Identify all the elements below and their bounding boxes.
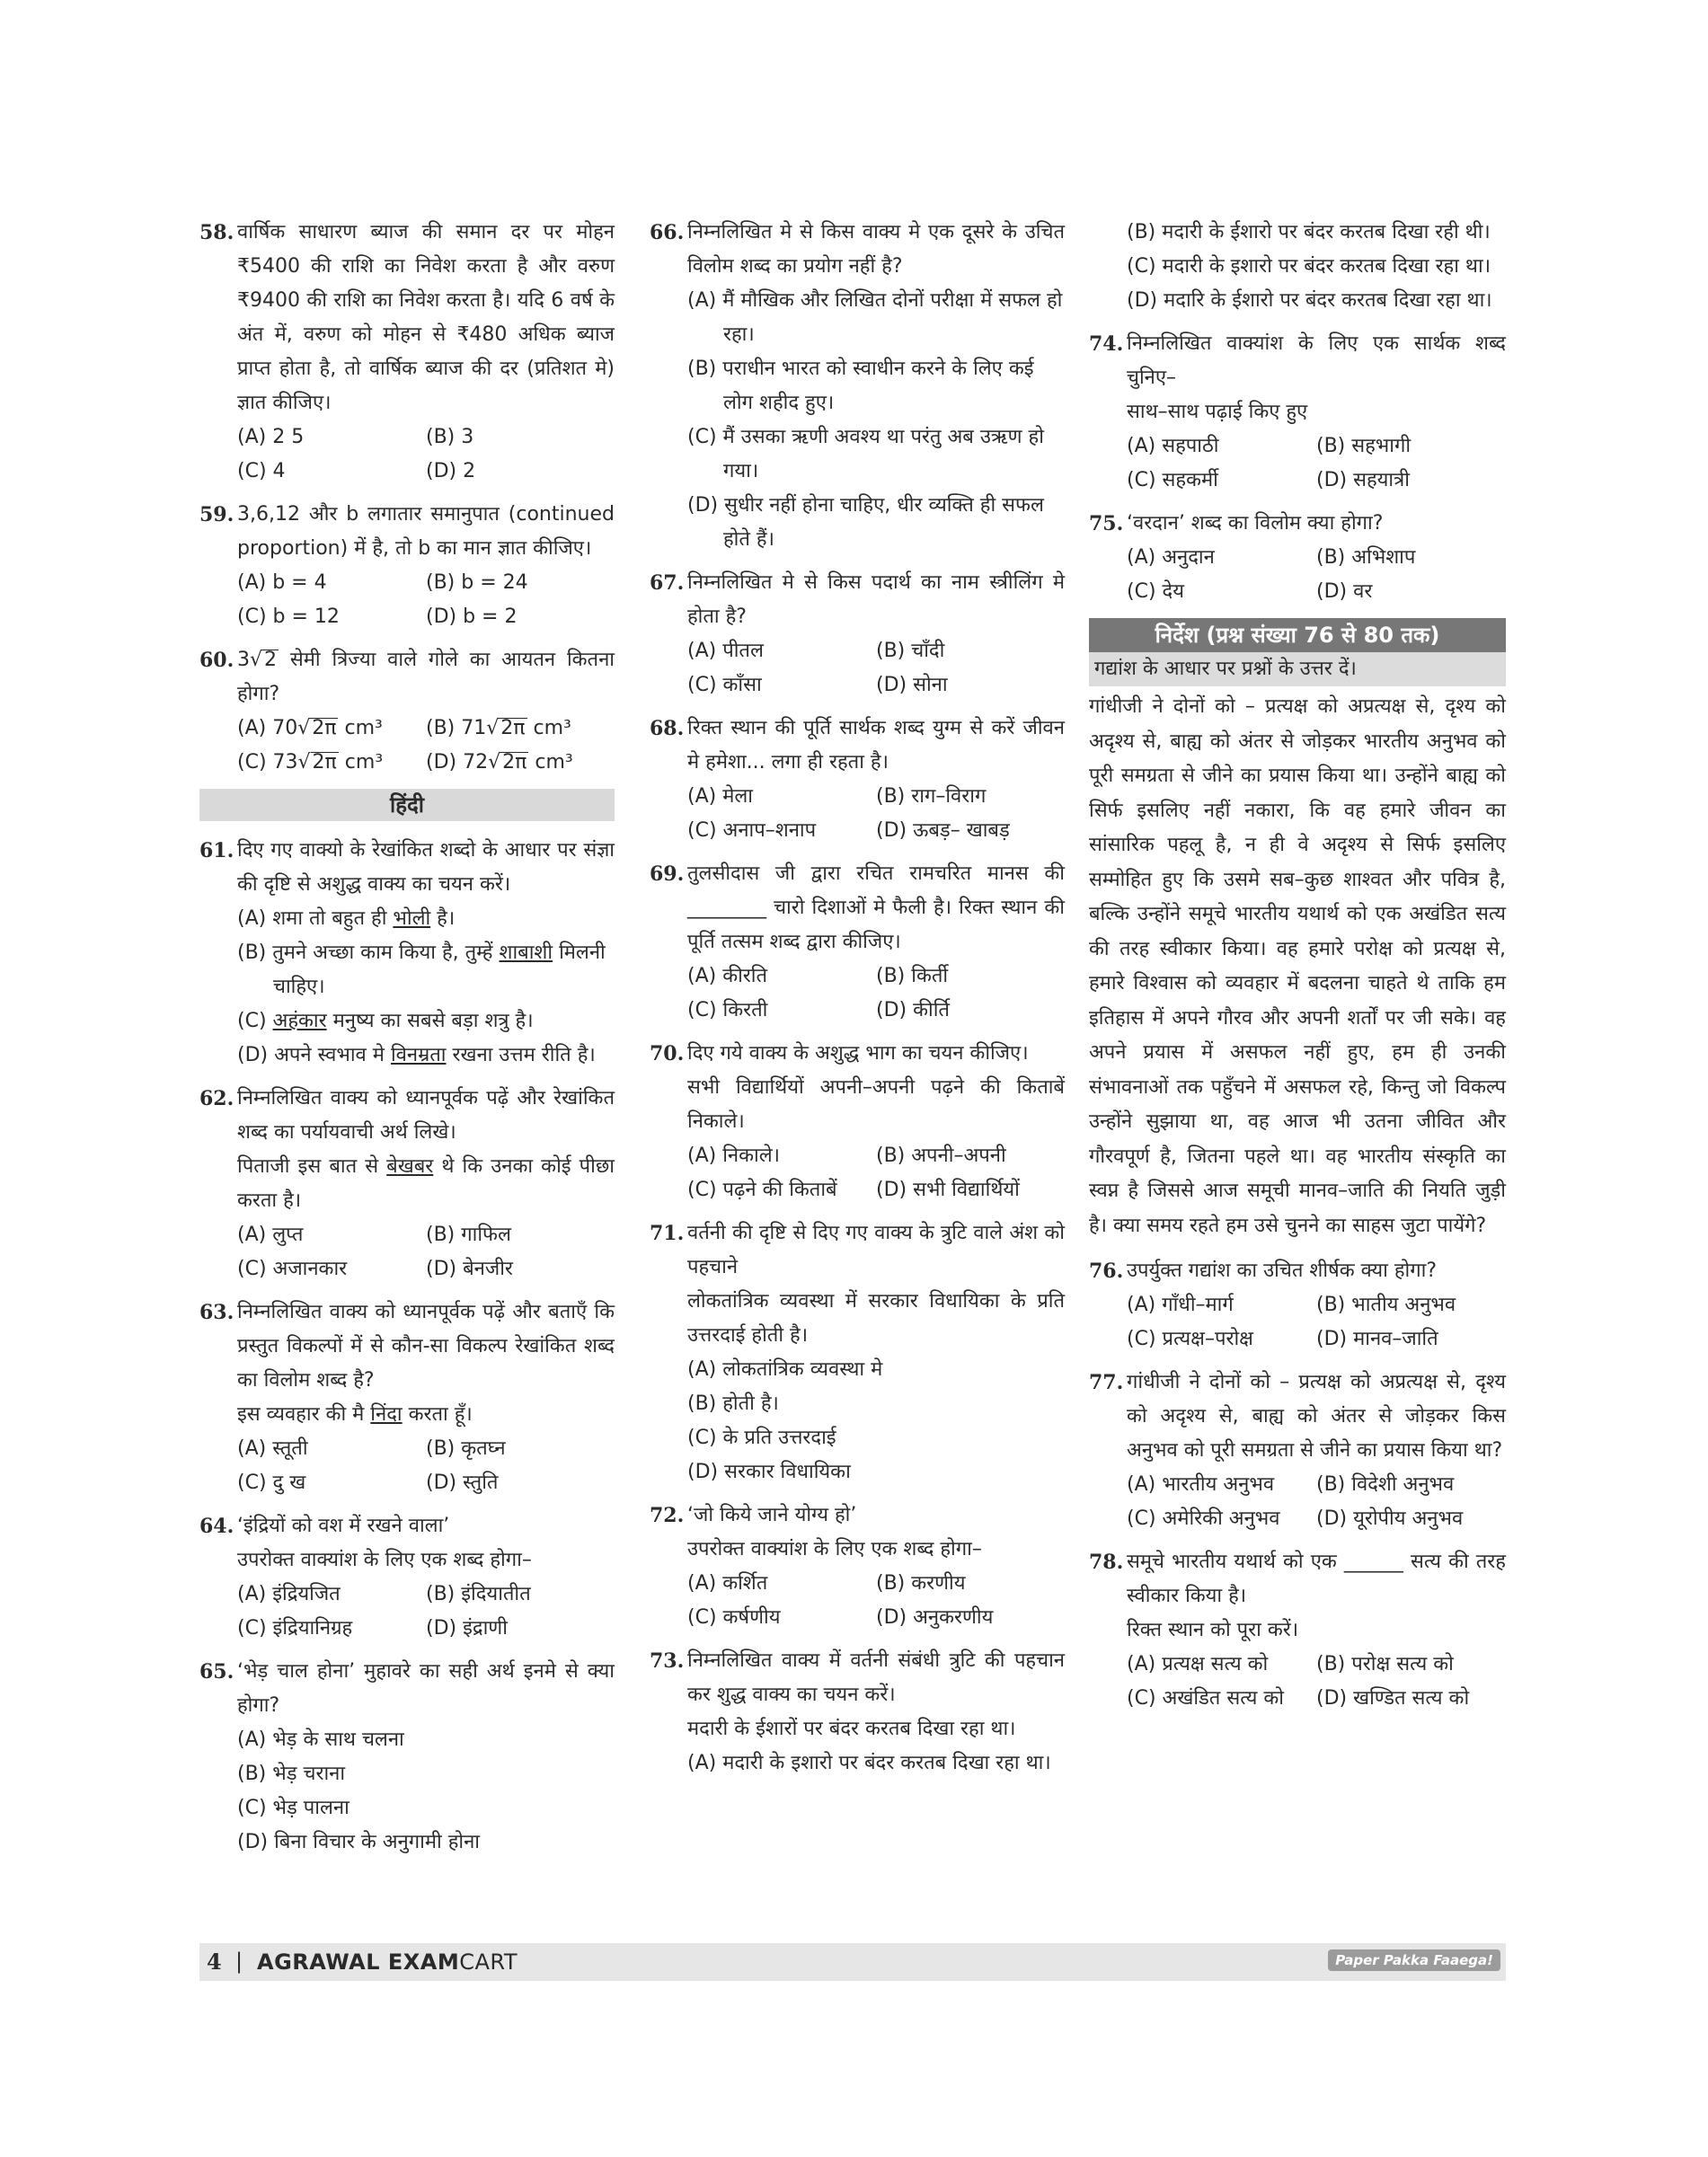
option-c: (C) अमेरिकी अनुभव <box>1127 1507 1280 1530</box>
option-d: (D) मदारि के ईशारो पर बंदर करतब दिखा रहा था। <box>1127 289 1492 312</box>
option-d: (D) अपने स्वभाव मे विनम्रता रखना उत्तम रीति है। <box>237 1044 596 1066</box>
option-d: (D) 72√2π cm³ <box>426 751 573 774</box>
option-a: (A) मदारी के इशारो पर बंदर करतब दिखा रहा था। <box>687 1752 1051 1774</box>
page-footer <box>199 1943 1506 1981</box>
option-c: (C) 73√2π cm³ <box>237 751 384 774</box>
option-d: (D) 2 <box>426 460 476 482</box>
brand-tagline: Paper Pakka Faaega! <box>1328 1949 1500 1971</box>
question-75 <box>1089 507 1506 609</box>
option-d: (D) इंद्राणी <box>426 1617 508 1640</box>
question-number: 61. <box>199 839 235 862</box>
question-number: 73. <box>650 1649 685 1673</box>
question-text: उपरोक्त वाक्यांश के लिए एक शब्द होगा– <box>687 1538 982 1560</box>
question-70 <box>650 1037 1065 1207</box>
option-a: (A) सहपाठी <box>1127 435 1219 457</box>
option-a: (A) अनुदान <box>1127 546 1215 569</box>
option-a: (A) लोकतांत्रिक व्यवस्था मे <box>687 1358 883 1381</box>
option-c: (C) अहंकार मनुष्य का सबसे बड़ा शत्रु है। <box>237 1010 534 1032</box>
question-text: रिक्त स्थान को पूरा करें। <box>1127 1619 1299 1641</box>
option-c: (C) किरती <box>687 999 768 1021</box>
question-text: उपर्युक्त गद्यांश का उचित शीर्षक क्या होगा? <box>1127 1260 1438 1282</box>
option-a: (A) भेड़ के साथ चलना <box>237 1728 404 1751</box>
option-c: (C) भेड़ पालना <box>237 1797 350 1819</box>
radius-root: 2 <box>264 649 278 671</box>
option-d: (D) सुधीर नहीं होना चाहिए, धीर व्यक्ति ही सफल होते हैं। <box>687 494 1044 551</box>
option-d: (D) बेनजीर <box>426 1258 513 1280</box>
option-a: (A) लुप्त <box>237 1224 304 1246</box>
question-text: दिए गये वाक्य के अशुद्ध भाग का चयन कीजिए। <box>687 1042 1029 1065</box>
question-number: 64. <box>199 1515 235 1538</box>
option-c: (C) मैं उसका ऋणी अवश्य था परंतु अब उऋण हो गया। <box>687 426 1044 482</box>
question-text: निम्नलिखित वाक्य में वर्तनी संबंधी त्रुटि की पहचान कर शुद्ध वाक्य का चयन करें। <box>687 1649 1065 1706</box>
question-text: गांधीजी ने दोनों को – प्रत्यक्ष को अप्रत्यक्ष से, दृश्य को अदृश्य से, बाह्य को अंतर से जोड़कर किस अनुभव को पूरी समग्रता से जीने का प्रयास किया था? <box>1127 1371 1506 1462</box>
section-heading-hindi: हिंदी <box>199 789 615 821</box>
question-text: निम्नलिखित वाक्यांश के लिए एक सार्थक शब्द चुनिए– <box>1127 332 1506 389</box>
option-b: (B) अपनी–अपनी <box>876 1145 1006 1167</box>
question-sentence: लोकतांत्रिक व्यवस्था में सरकार विधायिका के प्रति उत्तरदाई होती है। <box>687 1290 1065 1347</box>
option-b: (B) भेड़ चराना <box>237 1763 346 1785</box>
brand-logo: AGRAWAL EXAMCART <box>257 1949 518 1975</box>
question-65 <box>199 1655 615 1860</box>
option-a: (A) स्तूती <box>237 1437 308 1460</box>
passage-text: गांधीजी ने दोनों को – प्रत्यक्ष को अप्रत्यक्ष से, दृश्य को अदृश्य से, बाह्य को अंतर से जोड़कर भारतीय अनुभव को पूरी समग्रता से जीने का प्रयास किया था। उन्होंने बाह्य को सिर्फ इसलिए नहीं नकारा, कि वह हमारे जीवन का सांसारिक पहलू है, न ही वे अदृश्य से सिर्फ इसलिए सम्मोहित हुए कि उसमे सब–कुछ शाश्वत और पवित्र है, बल्कि उन्होंने समूचे भारतीय यथार्थ को एक अखंडित सत्य की तरह स्वीकार किया। वह हमारे परोक्ष को प्रत्यक्ष से, हमारे विश्वास को व्यवहार में बदलना चाहते थे ताकि हम इतिहास में अपने गौरव और अपनी शर्तों पर जी सके। वह अपने प्रयास में असफल नहीं हुए, हम ही उनकी संभावनाओं तक पहुँचने में असफल रहे, किन्तु जो विकल्प उन्होंने सुझाया था, वह आज भी उतना जीवित और गौरवपूर्ण है, जितना पहले था। वह भारतीय संस्कृति का स्वप्न है जिससे आज समूची मानव–जाति की नियति जुड़ी है। क्या समय रहते हम उसे चुनने का साहस जुटा पायेंगे? <box>1089 695 1506 1237</box>
option-a: (A) भारतीय अनुभव <box>1127 1473 1275 1496</box>
option-c: (C) दु ख <box>237 1472 306 1494</box>
option-a: (A) कर्शित <box>687 1572 768 1595</box>
option-a: (A) पीतल <box>687 640 764 662</box>
option-b: (B) भातीय अनुभव <box>1316 1294 1456 1316</box>
option-d: (D) यूरोपीय अनुभव <box>1316 1507 1464 1530</box>
option-b: (B) b = 24 <box>426 571 528 594</box>
footer-separator: | <box>235 1949 243 1974</box>
option-d: (D) अनुकरणीय <box>876 1606 994 1629</box>
option-c: (C) b = 12 <box>237 606 340 628</box>
option-b: (B) इंदियातीत <box>426 1583 531 1605</box>
question-text: रिक्त स्थान की पूर्ति सार्थक शब्द युग्म से करें जीवन मे हमेशा... लगा ही रहता है। <box>687 717 1065 774</box>
question-sentence: पिताजी इस बात से बेखबर थे कि उनका कोई पीछा करता है। <box>237 1155 615 1212</box>
option-b: (B) करणीय <box>876 1572 966 1595</box>
question-number: 72. <box>650 1504 685 1527</box>
question-sentence: मदारी के ईशारों पर बंदर करतब दिखा रहा था। <box>687 1718 1016 1740</box>
option-a: (A) इंद्रियजित <box>237 1583 341 1605</box>
question-text: दिए गए वाक्यो के रेखांकित शब्दो के आधार पर संज्ञा की दृष्टि से अशुद्ध वाक्य का चयन करें। <box>237 839 615 896</box>
question-phrase: साथ–साथ पढ़ाई किए हुए <box>1127 401 1308 423</box>
question-number: 66. <box>650 221 685 244</box>
radius-coefficient: 3 <box>237 649 250 671</box>
option-b: (B) 71√2π cm³ <box>426 717 571 739</box>
question-69 <box>650 857 1065 1028</box>
question-text: समूचे भारतीय यथार्थ को एक ______ सत्य की तरह स्वीकार किया है। <box>1127 1551 1506 1607</box>
option-b: (B) राग–विराग <box>876 785 987 808</box>
question-text: सेमी त्रिज्या वाले गोले का आयतन कितना होगा? <box>237 649 615 705</box>
question-text: तुलसीदास जी द्वारा रचित रामचरित मानस की ________ चारो दिशाओं मे फैली है। रिक्त स्थान की पूर्ति तत्सम शब्द द्वारा कीजिए। <box>687 862 1065 953</box>
option-c: (C) मदारी के इशारो पर बंदर करतब दिखा रहा था। <box>1127 255 1491 278</box>
question-number: 67. <box>650 571 685 595</box>
option-b: (B) गाफिल <box>426 1224 511 1246</box>
option-b: (B) सहभागी <box>1316 435 1412 457</box>
column-2 <box>650 216 1065 1790</box>
question-number: 71. <box>650 1222 685 1245</box>
question-number: 69. <box>650 862 685 886</box>
option-b: (B) कृतघ्न <box>426 1437 506 1460</box>
question-sentence: सभी विद्यार्थियों अपनी–अपनी पढ़ने की किताबें निकाले। <box>687 1076 1065 1133</box>
question-number: 78. <box>1089 1551 1124 1574</box>
option-c: (C) अनाप–शनाप <box>687 819 817 842</box>
question-number: 75. <box>1089 512 1124 535</box>
question-77 <box>1089 1366 1506 1536</box>
option-b: (B) होती है। <box>687 1392 779 1415</box>
option-c: (C) के प्रति उत्तरदाई <box>687 1427 836 1449</box>
column-1 <box>199 216 615 1869</box>
option-c: (C) देय <box>1127 580 1184 603</box>
question-text: ‘वरदान’ शब्द का विलोम क्या होगा? <box>1127 512 1384 535</box>
option-a: (A) 70√2π cm³ <box>237 717 383 739</box>
option-c: (C) अखंडित सत्य को <box>1127 1687 1284 1710</box>
question-73-continued <box>1089 216 1506 318</box>
option-c: (C) पढ़ने की किताबें <box>687 1179 837 1201</box>
option-a: (A) कीरति <box>687 965 768 987</box>
option-d: (D) सोना <box>876 674 948 696</box>
question-59 <box>199 498 615 634</box>
question-text: निम्नलिखित वाक्य को ध्यानपूर्वक पढ़ें और रेखांकित शब्द का पर्यायवाची अर्थ लिखे। <box>237 1087 615 1144</box>
question-67 <box>650 566 1065 703</box>
question-78 <box>1089 1545 1506 1716</box>
option-d: (D) स्तुति <box>426 1472 499 1494</box>
direction-instruction: गद्यांश के आधार पर प्रश्नों के उत्तर दें। <box>1089 652 1506 686</box>
question-74 <box>1089 327 1506 498</box>
question-text: निम्नलिखित मे से किस वाक्य मे एक दूसरे के उचित विलोम शब्द का प्रयोग नहीं है? <box>687 221 1065 278</box>
option-d: (D) b = 2 <box>426 606 518 628</box>
option-b: (B) मदारी के ईशारो पर बंदर करतब दिखा रही थी। <box>1127 221 1491 243</box>
question-text: ‘भेड़ चाल होना’ मुहावरे का सही अर्थ इनमे से क्या होगा? <box>237 1660 615 1717</box>
option-b: (B) पराधीन भारत को स्वाधीन करने के लिए कई लोग शहीद हुए। <box>687 358 1034 414</box>
option-c: (C) कर्षणीय <box>687 1606 781 1629</box>
option-d: (D) कीर्ति <box>876 999 950 1021</box>
option-a: (A) मेला <box>687 785 753 808</box>
sqrt-symbol: √ <box>250 649 263 671</box>
question-64 <box>199 1509 615 1646</box>
option-b: (B) 3 <box>426 426 474 448</box>
question-text: ‘जो किये जाने योग्य हो’ <box>687 1504 857 1526</box>
option-a: (A) 2 5 <box>237 426 305 448</box>
question-sentence: इस व्यवहार की मै निंदा करता हूँ। <box>237 1403 473 1426</box>
option-d: (D) वर <box>1316 580 1373 603</box>
question-number: 63. <box>199 1301 235 1324</box>
option-d: (D) मानव–जाति <box>1316 1328 1438 1350</box>
question-76 <box>1089 1254 1506 1357</box>
option-b: (B) चाँदी <box>876 640 945 662</box>
question-number: 65. <box>199 1660 235 1684</box>
question-60 <box>199 643 615 780</box>
question-63 <box>199 1295 615 1500</box>
column-3 <box>1089 216 1506 1725</box>
question-number: 77. <box>1089 1371 1124 1394</box>
question-58 <box>199 216 615 489</box>
option-d: (D) खण्डित सत्य को <box>1316 1687 1470 1710</box>
question-number: 60. <box>199 649 235 672</box>
option-d: (D) ऊबड़– खाबड़ <box>876 819 1010 842</box>
question-number: 76. <box>1089 1260 1124 1283</box>
option-c: (C) इंद्रियानिग्रह <box>237 1617 353 1640</box>
question-66 <box>650 216 1065 557</box>
option-c: (C) सहकर्मी <box>1127 469 1218 491</box>
option-a: (A) b = 4 <box>237 571 327 594</box>
option-b: (B) तुमने अच्छा काम किया है, तुम्हें शाबाशी मिलनी चाहिए। <box>237 941 606 998</box>
question-number: 58. <box>199 221 235 244</box>
option-a: (A) गाँधी–मार्ग <box>1127 1294 1234 1316</box>
question-number: 59. <box>199 503 235 526</box>
option-a: (A) मैं मौखिक और लिखित दोनों परीक्षा में सफल हो रहा। <box>687 289 1063 346</box>
option-d: (D) सभी विद्यार्थियों <box>876 1179 1020 1201</box>
option-c: (C) प्रत्यक्ष–परोक्ष <box>1127 1328 1253 1350</box>
question-text: ‘इंद्रियों को वश में रखने वाला’ <box>237 1515 450 1537</box>
question-68 <box>650 712 1065 848</box>
question-72 <box>650 1498 1065 1635</box>
option-b: (B) परोक्ष सत्य को <box>1316 1653 1454 1675</box>
option-c: (C) अजानकार <box>237 1258 348 1280</box>
question-text: निम्नलिखित मे से किस पदार्थ का नाम स्त्रीलिंग मे होता है? <box>687 571 1065 628</box>
option-b: (B) किर्ती <box>876 965 949 987</box>
option-b: (B) अभिशाप <box>1316 546 1416 569</box>
option-d: (D) सरकार विधायिका <box>687 1461 851 1483</box>
question-number: 68. <box>650 717 685 740</box>
option-c: (C) 4 <box>237 460 286 482</box>
question-62 <box>199 1082 615 1286</box>
question-text: निम्नलिखित वाक्य को ध्यानपूर्वक पढ़ें और बताएँ कि प्रस्तुत विकल्पों में से कौन-सा विकल्प रेखांकित शब्द का विलोम शब्द है? <box>237 1301 615 1392</box>
option-a: (A) प्रत्यक्ष सत्य को <box>1127 1653 1269 1675</box>
option-d: (D) बिना विचार के अनुगामी होना <box>237 1831 480 1853</box>
question-71 <box>650 1216 1065 1490</box>
option-a: (A) शमा तो बहुत ही भोली है। <box>237 907 456 930</box>
question-61 <box>199 834 615 1073</box>
question-number: 62. <box>199 1087 235 1110</box>
question-number: 70. <box>650 1042 685 1065</box>
page-number: 4 <box>207 1949 222 1975</box>
question-text: 3,6,12 और b लगातार समानुपात (continued proportion) में है, तो b का मान ज्ञात कीजिए। <box>237 503 615 560</box>
question-text: उपरोक्त वाक्यांश के लिए एक शब्द होगा– <box>237 1549 532 1571</box>
question-text: वार्षिक साधारण ब्याज की समान दर पर मोहन ₹5400 की राशि का निवेश करता है और वरुण ₹9400 की राशि का निवेश करता है। यदि 6 वर्ष के अंत में, वरुण को मोहन से ₹480 अधिक ब्याज प्राप्त होता है, तो वार्षिक ब्याज की दर (प्रतिशत मे) ज्ञात कीजिए। <box>237 221 615 414</box>
option-c: (C) काँसा <box>687 674 762 696</box>
question-73 <box>650 1644 1065 1781</box>
option-a: (A) निकाले। <box>687 1145 780 1167</box>
option-b: (B) विदेशी अनुभव <box>1316 1473 1455 1496</box>
option-d: (D) सहयात्री <box>1316 469 1410 491</box>
question-number: 74. <box>1089 332 1124 356</box>
question-text: वर्तनी की दृष्टि से दिए गए वाक्य के त्रुटि वाले अंश को पहचाने <box>687 1222 1065 1278</box>
direction-heading: निर्देश (प्रश्न संख्या 76 से 80 तक) <box>1089 618 1506 652</box>
